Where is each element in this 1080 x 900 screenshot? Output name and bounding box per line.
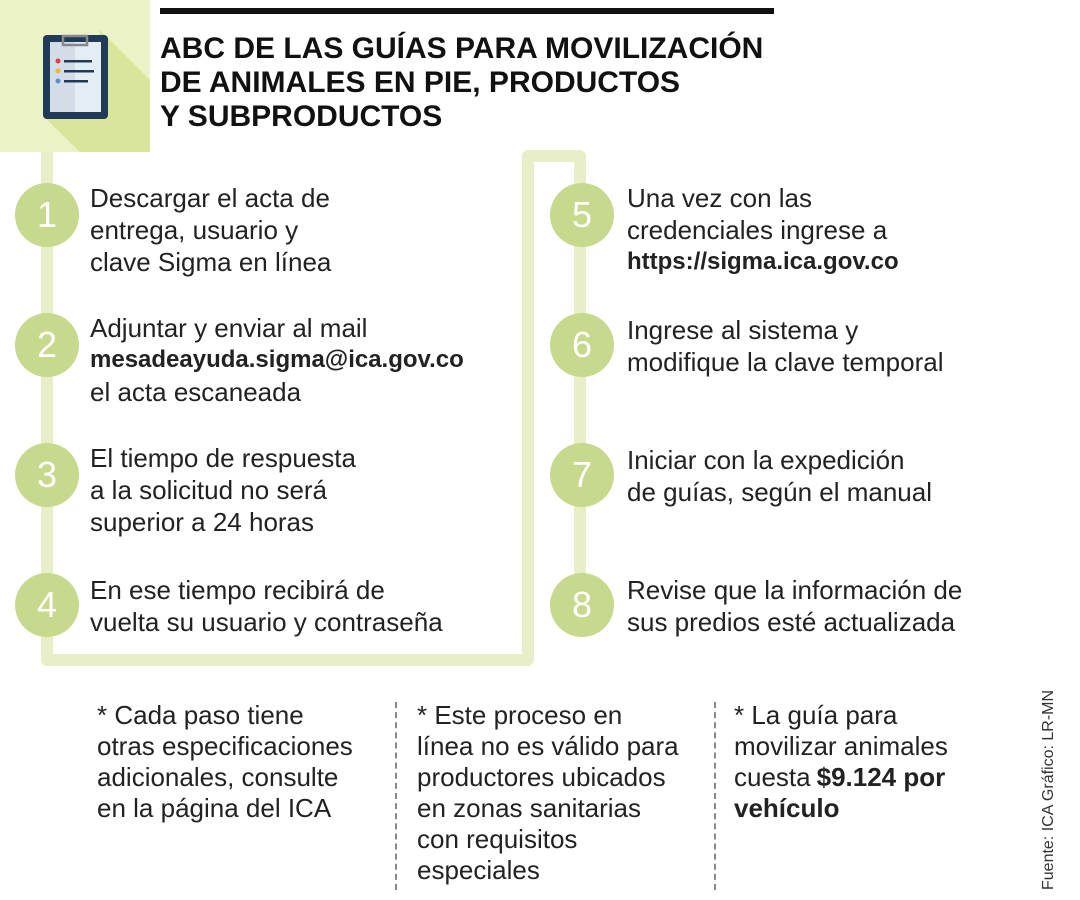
step-number-7: 7 — [550, 443, 614, 507]
footnote-line: cuesta — [734, 762, 811, 792]
step-number-4: 4 — [15, 573, 79, 637]
step-line: Ingrese al sistema y — [627, 315, 859, 345]
footnote-line: $9.124 por — [816, 762, 946, 792]
step-line: de guías, según el manual — [627, 477, 932, 507]
step-line: clave Sigma en línea — [90, 247, 332, 277]
step-line: el acta escaneada — [90, 377, 302, 407]
step-number-6: 6 — [550, 313, 614, 377]
step-number-8: 8 — [550, 573, 614, 637]
footnote — [97, 700, 353, 824]
footnote-line: movilizar animales — [734, 731, 948, 761]
step-number-1: 1 — [15, 183, 79, 247]
step-text-4 — [90, 574, 443, 638]
step-text-6 — [627, 314, 944, 378]
title-line: DE ANIMALES EN PIE, PRODUCTOS — [160, 66, 681, 99]
footnote-line: con requisitos — [417, 824, 578, 854]
step-line: mesadeayuda.sigma@ica.gov.co — [90, 346, 464, 373]
footnote-line: * Cada paso tiene — [97, 700, 304, 730]
step-line: modifique la clave temporal — [627, 347, 944, 377]
source-credit: Fuente: ICA Gráfico: LR-MN — [1040, 689, 1057, 890]
divider — [714, 702, 716, 890]
step-text-3 — [90, 442, 356, 538]
footnote-line: especiales — [417, 855, 540, 885]
step-line: En ese tiempo recibirá de — [90, 575, 385, 605]
footnote-line: vehículo — [734, 793, 840, 823]
footnote-line: en zonas sanitarias — [417, 793, 642, 823]
step-line: vuelta su usuario y contraseña — [90, 607, 443, 637]
step-number-2: 2 — [15, 313, 79, 377]
step-line: https://sigma.ica.gov.co — [627, 248, 899, 275]
step-text-1 — [90, 182, 331, 278]
step-line: credenciales ingrese a — [627, 215, 888, 245]
step-line: superior a 24 horas — [90, 507, 315, 537]
step-line: Una vez con las — [627, 183, 812, 213]
footnote-line: en la página del ICA — [97, 793, 332, 823]
footnote-line: línea no es válido para — [417, 731, 679, 761]
step-line: Adjuntar y enviar al mail — [90, 313, 368, 343]
footnote-line: otras especificaciones — [97, 731, 353, 761]
step-line: a la solicitud no será — [90, 475, 328, 505]
divider — [395, 702, 397, 890]
step-text-2 — [90, 312, 464, 408]
title-line: Y SUBPRODUCTOS — [160, 100, 443, 133]
step-line: Iniciar con la expedición — [627, 445, 905, 475]
footnote-line: productores ubicados — [417, 762, 666, 792]
step-text-5 — [627, 182, 899, 278]
footnote — [734, 700, 948, 824]
footnote-line: adicionales, consulte — [97, 762, 339, 792]
step-number-5: 5 — [550, 183, 614, 247]
title-line: ABC DE LAS GUÍAS PARA MOVILIZACIÓN — [160, 32, 764, 65]
step-text-7 — [627, 444, 932, 508]
footnote — [417, 700, 679, 886]
step-line: sus predios esté actualizada — [627, 607, 956, 637]
step-text-8 — [627, 574, 962, 638]
step-line: El tiempo de respuesta — [90, 443, 356, 473]
step-number-3: 3 — [15, 443, 79, 507]
step-line: entrega, usuario y — [90, 215, 299, 245]
step-line: Descargar el acta de — [90, 183, 330, 213]
step-line: Revise que la información de — [627, 575, 963, 605]
footnote-line: * Este proceso en — [417, 700, 623, 730]
footnote-line: * La guía para — [734, 700, 898, 730]
